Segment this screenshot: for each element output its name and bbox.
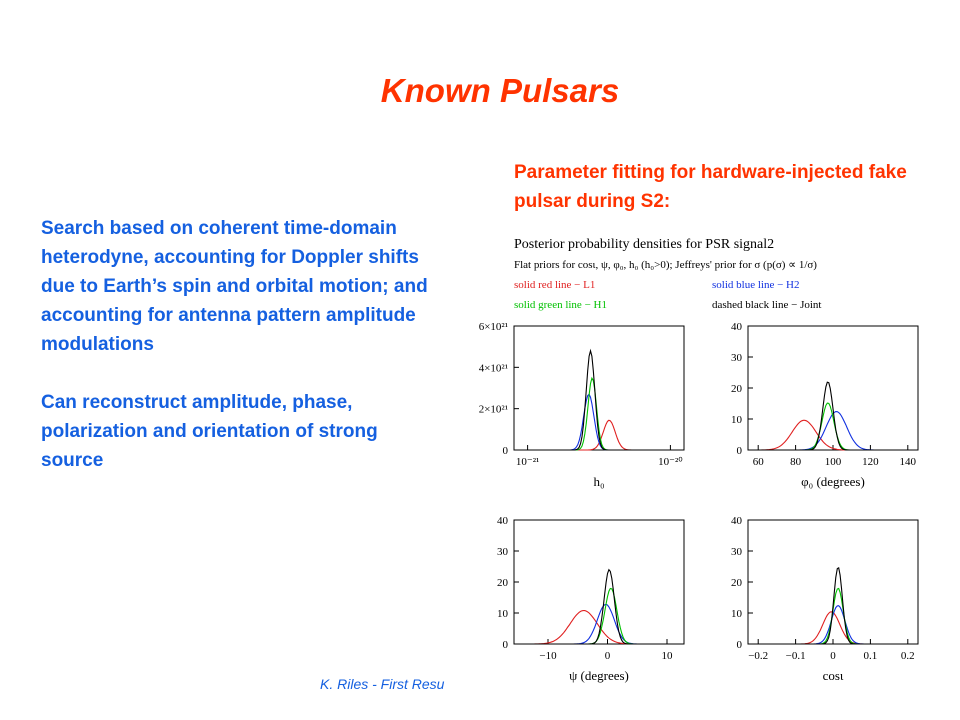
legend-black: dashed black line − Joint bbox=[712, 299, 822, 311]
body-text bbox=[41, 214, 441, 475]
x-tick-label: 0 bbox=[830, 650, 836, 662]
x-tick-label: 0.1 bbox=[863, 650, 878, 662]
panel-phi0 bbox=[731, 321, 918, 489]
y-tick-label: 6×10²¹ bbox=[478, 321, 508, 333]
panel-cosi bbox=[731, 515, 918, 683]
y-tick-label: 0 bbox=[502, 639, 508, 651]
legend-blue: solid blue line − H2 bbox=[712, 279, 800, 291]
legend-green: solid green line − H1 bbox=[514, 299, 607, 311]
y-tick-label: 20 bbox=[731, 577, 742, 589]
x-tick-label: 100 bbox=[824, 456, 842, 468]
y-tick-label: 30 bbox=[731, 546, 742, 558]
black-curve bbox=[514, 570, 684, 644]
y-tick-label: 40 bbox=[731, 515, 742, 527]
posterior-figure bbox=[440, 228, 940, 694]
x-tick-label: 0 bbox=[604, 650, 611, 662]
priors-text: Flat priors for cosι, ψ, φ₀, h₀ (h₀>0); Jeffreys' prior for σ (p(σ) ∝ 1/σ) bbox=[514, 259, 817, 271]
panel-h0 bbox=[479, 321, 684, 489]
blue-curve bbox=[514, 394, 684, 450]
x-axis-label: φ₀ (degrees) bbox=[801, 474, 865, 489]
slide-title: Known Pulsars bbox=[380, 72, 620, 109]
y-tick-label: 0 bbox=[502, 445, 508, 457]
y-tick-label: 30 bbox=[497, 546, 508, 558]
x-axis-label: h₀ bbox=[593, 474, 605, 489]
y-tick-label: 40 bbox=[731, 321, 742, 333]
x-axis-label: ψ (degrees) bbox=[569, 668, 629, 683]
y-tick-label: 40 bbox=[497, 515, 508, 527]
black-curve bbox=[748, 568, 918, 644]
y-tick-label: 2×10²¹ bbox=[478, 403, 508, 416]
x-tick-label: 10⁻²¹ bbox=[515, 456, 540, 468]
legend-red: solid red line − L1 bbox=[514, 279, 596, 291]
posterior-plot bbox=[440, 228, 940, 694]
y-tick-label: 0 bbox=[736, 445, 742, 457]
x-tick-label: −0.2 bbox=[748, 650, 769, 662]
y-tick-label: 30 bbox=[731, 352, 742, 364]
y-tick-label: 20 bbox=[731, 383, 742, 395]
figure-caption: Parameter fitting for hardware-injected fake pulsar during S2: bbox=[514, 162, 907, 212]
x-tick-label: 120 bbox=[862, 456, 879, 468]
footer-credit: K. Riles - First Resu bbox=[320, 676, 445, 692]
paragraph-reconstruction: Can reconstruct amplitude, phase, polarization and orientation of strong source bbox=[41, 392, 378, 471]
panel-psi bbox=[497, 515, 684, 683]
y-tick-label: 4×10²¹ bbox=[478, 362, 508, 375]
x-tick-label: 60 bbox=[752, 456, 764, 468]
x-tick-label: 10 bbox=[661, 650, 673, 662]
y-tick-label: 10 bbox=[731, 414, 742, 426]
x-tick-label: 140 bbox=[899, 456, 917, 468]
y-tick-label: 10 bbox=[497, 608, 508, 620]
y-tick-label: 20 bbox=[497, 577, 508, 589]
black-curve bbox=[514, 351, 684, 450]
blue-curve bbox=[514, 604, 684, 644]
y-tick-label: 10 bbox=[731, 608, 742, 620]
x-tick-label: −0.1 bbox=[785, 650, 806, 662]
x-tick-label: 10⁻²⁰ bbox=[658, 456, 683, 468]
x-tick-label: 0.2 bbox=[900, 650, 915, 662]
figure-heading: Posterior probability densities for PSR signal2 bbox=[514, 237, 775, 252]
plot-frame bbox=[748, 326, 918, 450]
x-tick-label: 80 bbox=[790, 456, 802, 468]
x-tick-label: −10 bbox=[539, 650, 557, 662]
plot-frame bbox=[748, 520, 918, 644]
y-tick-label: 0 bbox=[736, 639, 742, 651]
x-axis-label: cosι bbox=[822, 668, 844, 683]
paragraph-method: Search based on coherent time-domain heterodyne, accounting for Doppler shifts due to Earth’s spin and orbital motion; and accounting for antenna pattern amplitude modulations bbox=[41, 218, 428, 355]
